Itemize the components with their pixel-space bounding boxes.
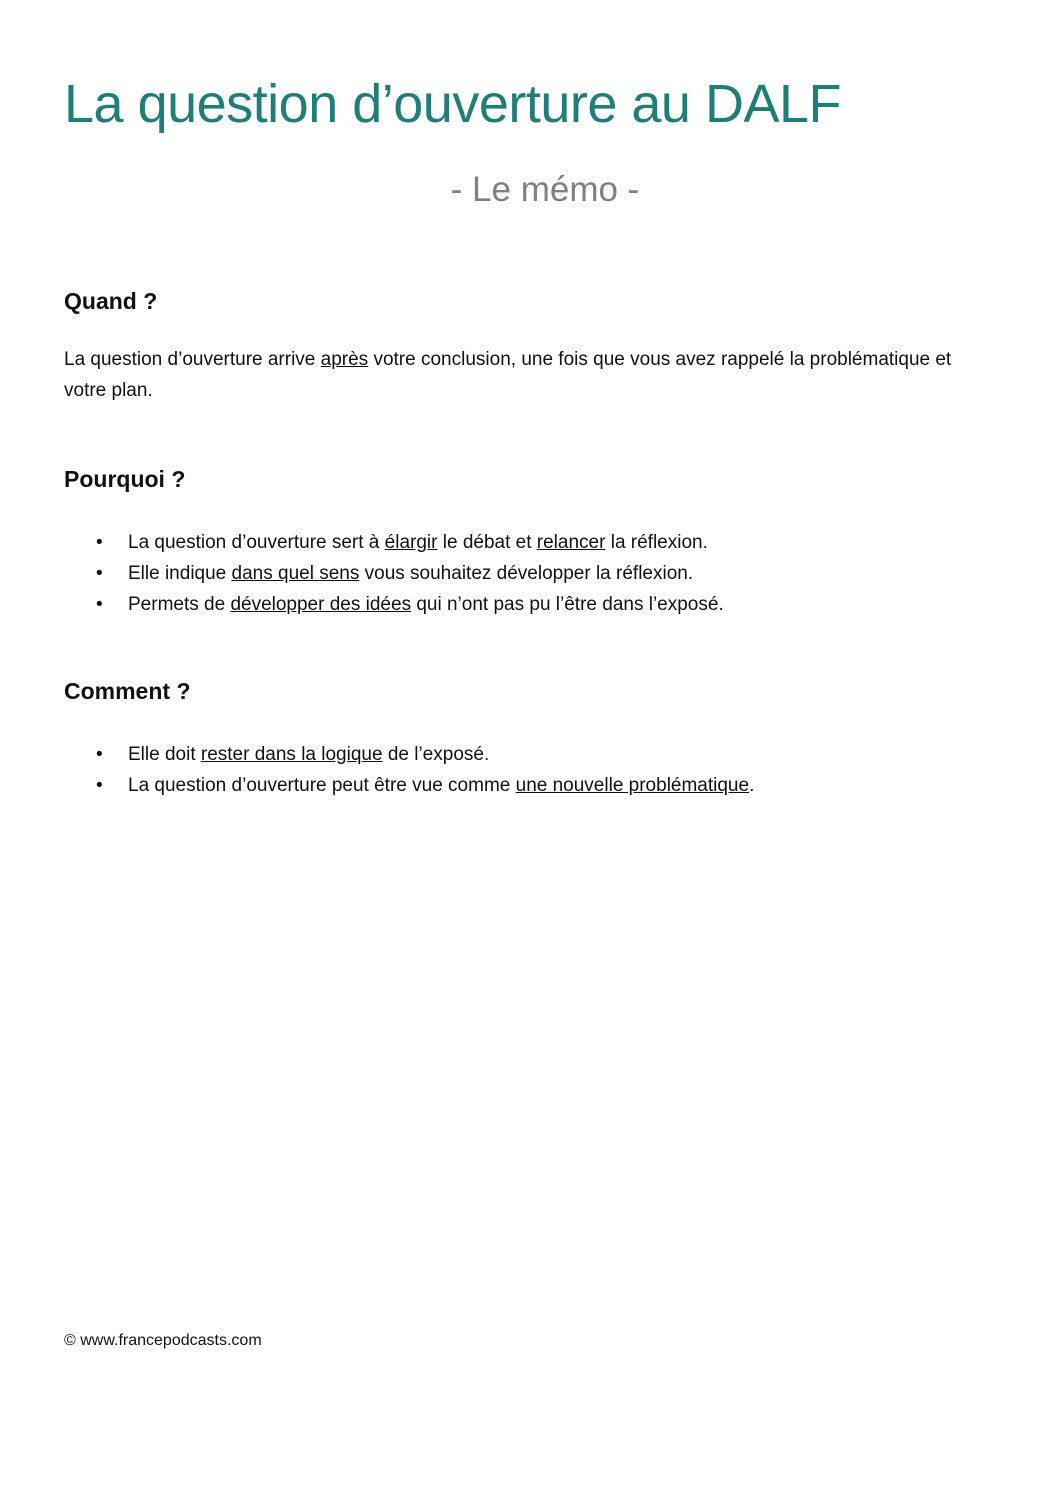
list-item-text: la réflexion.	[605, 532, 708, 553]
list-item-text: qui n’ont pas pu l’être dans l’exposé.	[411, 594, 724, 615]
bullet-list-pourquoi	[96, 527, 724, 620]
paragraph-text: La question d’ouverture arrive	[64, 349, 321, 370]
bullet-icon: •	[96, 744, 103, 765]
list-item-text: de l’exposé.	[382, 744, 490, 765]
list-item-underlined-text: rester dans la logique	[200, 744, 383, 765]
list-item-text: le débat et	[437, 532, 537, 553]
bullet-icon: •	[96, 532, 103, 553]
list-item	[96, 589, 724, 620]
list-item	[96, 739, 754, 770]
section-heading-pourquoi: Pourquoi ?	[64, 466, 186, 492]
document-title: La question d’ouverture au DALF	[64, 74, 841, 134]
section-paragraph-quand	[64, 344, 984, 406]
document-subtitle: - Le mémo -	[450, 170, 640, 209]
list-item-text: La question d’ouverture peut être vue comme	[128, 775, 516, 796]
list-item-underlined-text: dans quel sens	[231, 563, 360, 584]
list-item-underlined-text: élargir	[384, 532, 438, 553]
list-item-underlined-text: relancer	[536, 532, 606, 553]
list-item-underlined-text: une nouvelle problématique	[515, 775, 750, 796]
list-item-underlined-text: développer des idées	[230, 594, 412, 615]
list-item	[96, 558, 724, 589]
footer-copyright: © www.francepodcasts.com	[64, 1332, 262, 1349]
bullet-list-comment	[96, 739, 754, 801]
list-item-text: Elle indique	[128, 563, 232, 584]
bullet-icon: •	[96, 775, 103, 796]
list-item	[96, 770, 754, 801]
list-item-text: La question d’ouverture sert à	[128, 532, 385, 553]
paragraph-text: votre conclusion, une fois que vous avez rappelé la problématique et votre plan.	[64, 349, 952, 401]
bullet-icon: •	[96, 594, 103, 615]
list-item-text: .	[749, 775, 755, 796]
list-item-text: Elle doit	[128, 744, 201, 765]
section-heading-quand: Quand ?	[64, 288, 158, 314]
paragraph-underlined-text: après	[320, 349, 369, 370]
list-item	[96, 527, 724, 558]
list-item-text: Permets de	[128, 594, 231, 615]
bullet-icon: •	[96, 563, 103, 584]
list-item-text: vous souhaitez développer la réflexion.	[359, 563, 694, 584]
section-heading-comment: Comment ?	[64, 678, 191, 704]
